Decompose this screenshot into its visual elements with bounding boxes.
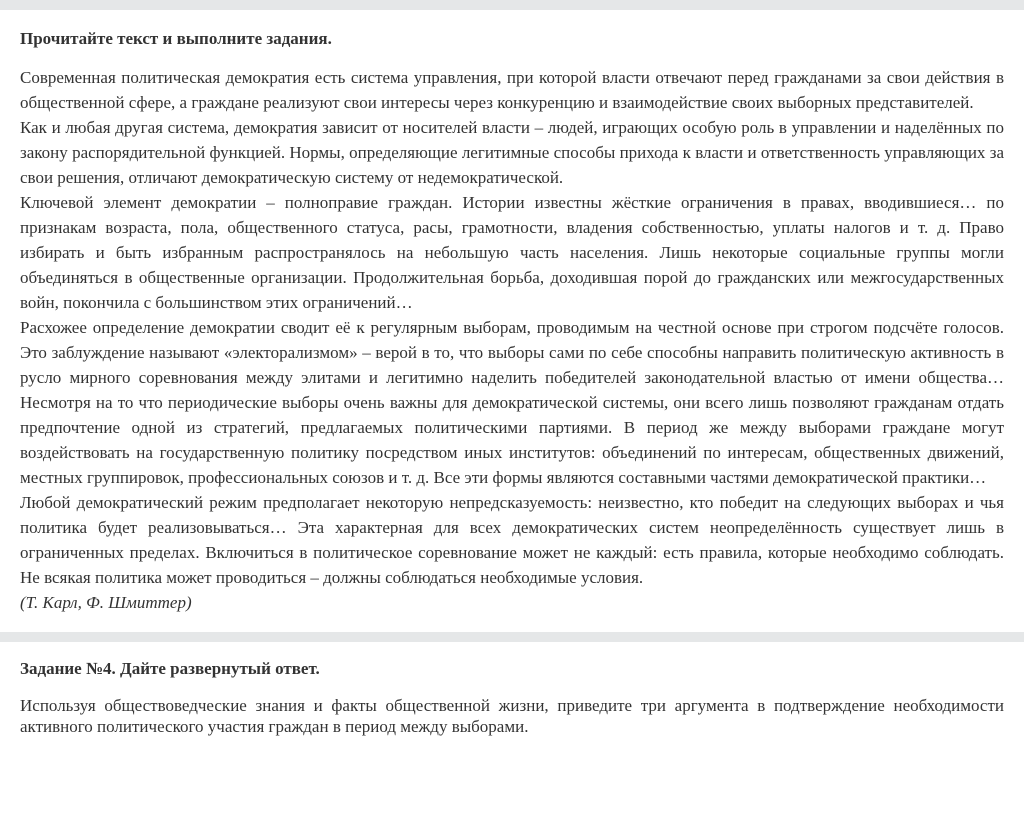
reading-heading: Прочитайте текст и выполните задания.: [20, 29, 332, 48]
task-section: [0, 642, 1024, 737]
paragraph-3: Ключевой элемент демократии – полноправие граждан. Истории известны жёсткие ограничения в правах, вводившиеся… по признакам возраста, пола, общественного статуса, расы, грамотности, владения собственностью, уплаты налогов и т. д. Право избирать и быть избранным распространялось на небольшую часть населения. Лишь некоторые социальные группы могли объединяться в общественные организации. Продолжительная борьба, доходившая порой до гражданских или межгосударственных войн, покончила с большинством этих ограничений…: [20, 193, 1004, 312]
section-divider: [0, 632, 1024, 642]
task-text: Используя обществоведческие знания и факты общественной жизни, приведите три аргумента в подтверждение необходимости активного политического участия граждан в период между выборами.: [20, 696, 1004, 736]
paragraph-4: Расхожее определение демократии сводит её к регулярным выборам, проводимым на честной основе при строгом подсчёте голосов. Это заблуждение называют «электорализмом» – верой в то, что выборы сами по себе способны направить политическую активность в русло мирного соревнования между элитами и легитимно наделить победителей законодательной властью от имени общества… Несмотря на то что периодические выборы очень важны для демократической системы, они всего лишь позволяют гражданам отдать предпочтение одной из стратегий, предлагаемых политическими партиями. В период же между выборами граждане могут воздействовать на государственную политику посредством иных институтов: объединений по интересам, общественных движений, местных группировок, профессиональных союзов и т. д. Все эти формы являются составными частями демократической практики…: [20, 318, 1004, 487]
paragraph-5: Любой демократический режим предполагает некоторую непредсказуемость: неизвестно, кто победит на следующих выборах и чья политика будет реализовываться… Эта характерная для всех демократических систем неопределённость существует лишь в ограниченных пределах. Включиться в политическое соревнование может не каждый: есть правила, которые необходимо соблюдать. Не всякая политика может проводиться – должны соблюдаться необходимые условия.: [20, 493, 1004, 587]
task-heading: Задание №4. Дайте развернутый ответ.: [20, 659, 320, 678]
paragraph-2: Как и любая другая система, демократия зависит от носителей власти – людей, играющих особую роль в управлении и наделённых по закону распорядительной функцией. Нормы, определяющие легитимные способы прихода к власти и ответственность управляющих за свои решения, отличают демократическую систему от недемократической.: [20, 118, 1004, 187]
reading-section: [0, 10, 1024, 632]
paragraph-1: Современная политическая демократия есть система управления, при которой власти отвечают перед гражданами за свои действия в общественной сфере, а граждане реализуют свои интересы через конкуренцию и взаимодействие своих выборных представителей.: [20, 68, 1004, 112]
top-divider: [0, 0, 1024, 10]
source-author: (Т. Карл, Ф. Шмиттер): [20, 593, 192, 612]
